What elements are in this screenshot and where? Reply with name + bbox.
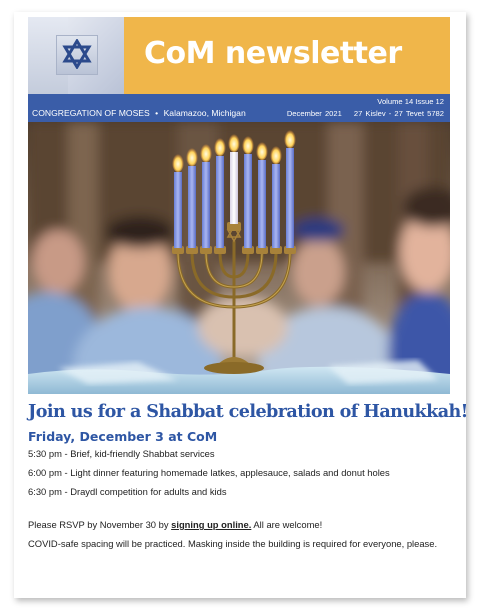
- masthead-congregation: [32, 108, 246, 118]
- signup-link[interactable]: signing up online.: [171, 519, 252, 530]
- congregation-location: Kalamazoo, Michigan: [163, 108, 246, 118]
- date-hebrew: 27 Kislev - 27 Tevet 5782: [353, 109, 444, 118]
- title-banner: [124, 17, 450, 94]
- newsletter-page: [14, 12, 466, 598]
- issue-dates: [287, 109, 444, 118]
- hanukkah-menorah-photo: [28, 122, 450, 394]
- schedule-item-dinner: 6:00 pm - Light dinner featuring homemade latkes, applesauce, salads and donut holes: [28, 467, 390, 478]
- congregation-logo: [28, 17, 124, 94]
- schedule-item-shabbat-services: 5:30 pm - Brief, kid-friendly Shabbat services: [28, 448, 215, 459]
- rsvp-suffix: All are welcome!: [251, 519, 323, 530]
- congregation-name: CONGREGATION OF MOSES: [32, 108, 150, 118]
- covid-note: COVID-safe spacing will be practiced. Masking inside the building is required for everyone, please.: [28, 538, 438, 549]
- masthead-strip: [28, 94, 450, 122]
- date-gregorian: December 2021: [286, 109, 342, 118]
- bullet-separator: •: [155, 108, 159, 118]
- event-headline: Join us for a Shabbat celebration of Hanukkah!: [28, 401, 468, 422]
- event-date-location: Friday, December 3 at CoM: [28, 429, 218, 444]
- rsvp-line: [28, 519, 322, 530]
- menorah-photo-illustration: [28, 122, 450, 394]
- rsvp-prefix: Please RSVP by November 30 by: [28, 519, 172, 530]
- newsletter-title: CoM newsletter: [144, 36, 402, 71]
- volume-issue: Volume 14 Issue 12: [377, 97, 444, 106]
- schedule-item-draydl: 6:30 pm - Draydl competition for adults and kids: [28, 486, 227, 497]
- star-of-david-icon: [62, 39, 92, 69]
